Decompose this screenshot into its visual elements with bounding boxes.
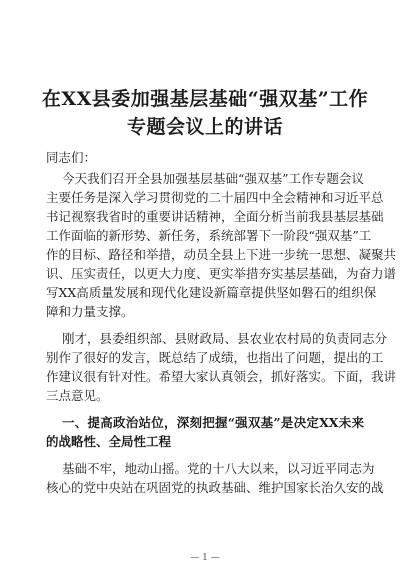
page-number: — 1 — — [190, 553, 220, 563]
para1-line: 写XX高质量发展和现代化建设新篇章提供坚如磐石的组织保 — [46, 285, 377, 300]
section-heading-1: 一、提高政治站位，深刻把握“强双基”是决定XX未来 — [62, 415, 364, 430]
para2-line: 作建议很有针对性。希望大家认真领会，抓好落实。下面，我讲 — [46, 369, 397, 384]
para1-line: 障和力量支撑。 — [46, 304, 134, 319]
para1-line: 主要任务是深入学习贯彻党的二十届四中全会精神和习近平总 — [46, 190, 384, 205]
para2-line: 三点意见。 — [46, 388, 109, 403]
para2-line: 别作了很好的发言，既总结了成绩，也指出了问题，提出的工 — [46, 350, 384, 365]
para2-line: 刚才，县委组织部、县财政局、县农业农村局的负责同志分 — [62, 331, 388, 346]
title-line-2: 专题会议上的讲话 — [126, 116, 283, 138]
para1-line: 作的目标、路径和举措，动员全县上下进一步统一思想、凝聚共 — [46, 247, 397, 262]
para1-line: 识、压实责任，以更大力度、更实举措夯实基层基础，为奋力谱 — [46, 266, 397, 281]
para1-line: 书记视察我省时的重要讲话精神，全面分析当前我县基层基础 — [46, 209, 384, 224]
para1-line: 今天我们召开全县加强基层基础“强双基”工作专题会议 — [62, 171, 364, 186]
title-line-1: 在XX县委加强基层基础“强双基”工作 — [41, 88, 369, 110]
salutation: 同志们： — [46, 150, 97, 165]
para3-line: 核心的党中央站在巩固党的执政基础、维护国家长治久安的战 — [46, 480, 384, 495]
section-heading-1: 的战略性、全局性工程 — [46, 434, 172, 449]
para1-line: 工作面临的新形势、新任务，系统部署下一阶段“强双基”工 — [46, 228, 372, 243]
para3-line: 基础不牢，地动山摇。党的十八大以来，以习近平同志为 — [62, 461, 375, 476]
